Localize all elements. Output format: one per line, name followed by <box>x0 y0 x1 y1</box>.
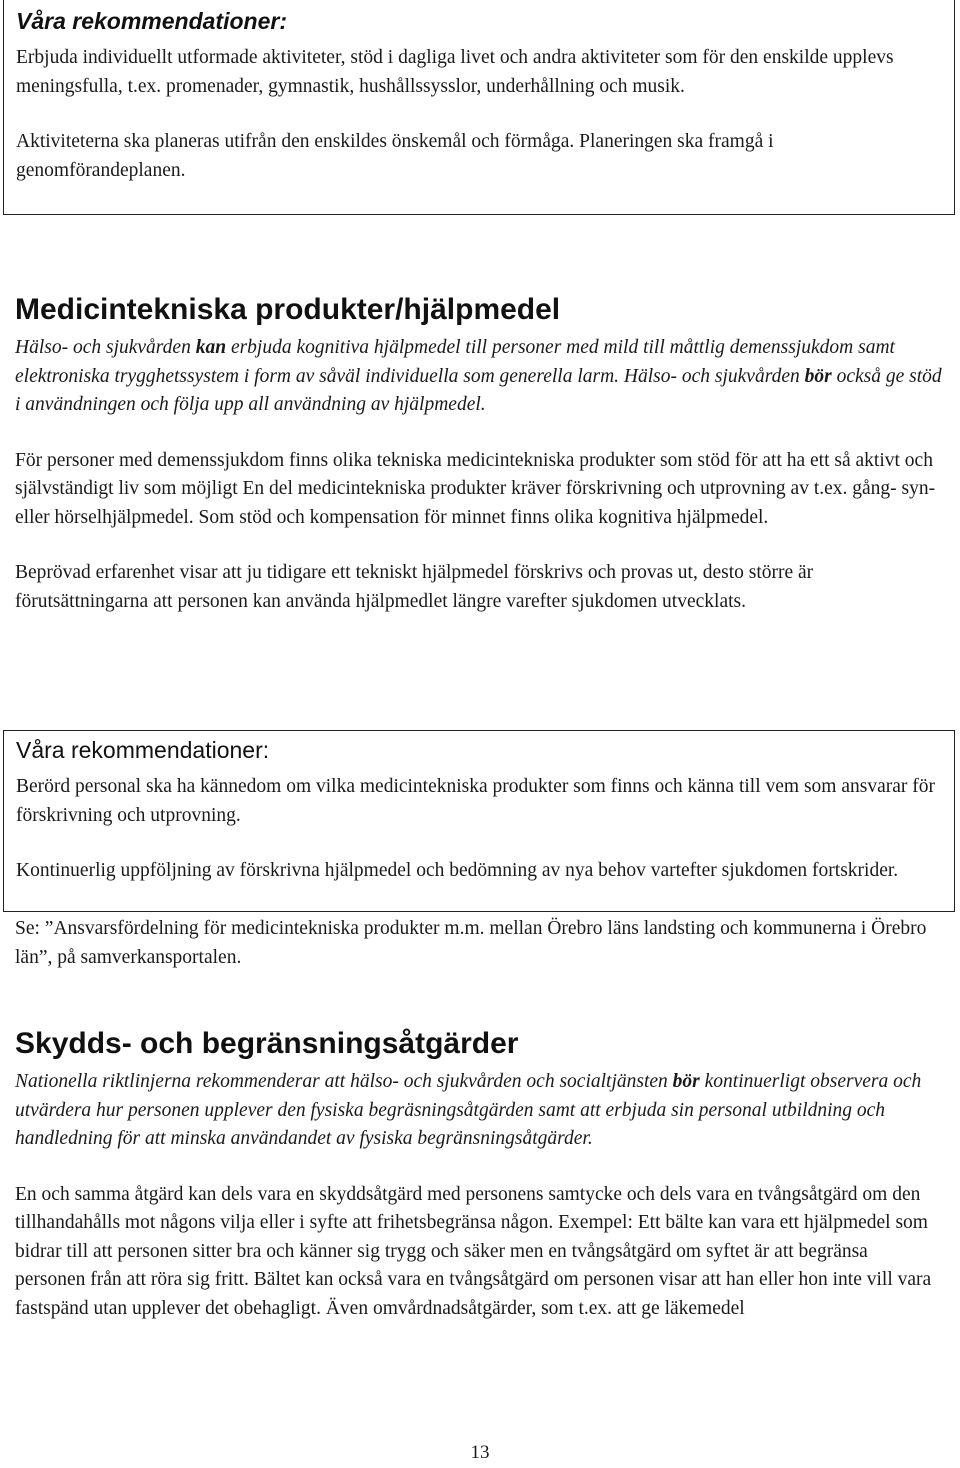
recommendation-paragraph: Berörd personal ska ha kännedom om vilka medicintekniska produkter som finns och känna till vem som ansvarar för förskrivning och utprovning. <box>16 776 935 826</box>
section-skyddsatgarder <box>15 1026 942 1323</box>
section-intro: Nationella riktlinjerna rekommenderar att hälso- och sjukvården och socialtjänsten bör kontinuerligt observera och utvärdera hur personen upplever den fysiska begräsningsåtgärden samt att erbjuda sin personal utbildning och handledning för att minska användandet av fysiska begränsningsåtgärder. <box>15 1071 922 1149</box>
section-intro: Hälso- och sjukvården kan erbjuda kognitiva hjälpmedel till personer med mild till måttlig demenssjukdom samt elektroniska trygghetssystem i form av såväl individuella som generella larm. Hälso- och sjukvården bör också ge stöd i användningen och följa upp all användning av hjälpmedel. <box>15 337 942 415</box>
reference-text <box>15 915 942 972</box>
reference-paragraph: Se: ”Ansvarsfördelning för medicintekniska produkter m.m. mellan Örebro läns landsting och kommunerna i Örebro län”, på samverkansportalen. <box>15 918 927 968</box>
recommendation-paragraph: Aktiviteterna ska planeras utifrån den enskildes önskemål och förmåga. Planeringen ska framgå i genomförandeplanen. <box>16 131 774 181</box>
recommendation-heading: Våra rekommendationer: <box>16 737 270 763</box>
body-paragraph: Beprövad erfarenhet visar att ju tidigare ett tekniskt hjälpmedel förskrivs och provas ut, desto större är förutsättningarna att personen kan använda hjälpmedlet längre varefter sjukdomen utvecklats. <box>15 562 814 612</box>
recommendation-heading: Våra rekommendationer: <box>16 8 287 34</box>
section-heading: Medicintekniska produkter/hjälpmedel <box>15 293 561 326</box>
body-paragraph: En och samma åtgärd kan dels vara en skyddsåtgärd med personens samtycke och dels vara en tvångsåtgärd om den tillhandahålls mot någons vilja eller i syfte att frihetsbegränsa någon. Exempel: Ett bälte kan vara ett hjälpmedel som bidrar till att personen sitter bra och känner sig trygg och säker men en tvångsåtgärd om syftet är att begränsa personen från att röra sig fritt. Bältet kan också vara en tvångsåtgärd om personen visar att han eller hon inte vill vara fastspänd utan upplever det obehagligt. Även omvårdnadsåtgärder, som t.ex. att ge läkemedel <box>15 1183 932 1319</box>
recommendation-paragraph: Kontinuerlig uppföljning av förskrivna hjälpmedel och bedömning av nya behov vartefter sjukdomen fortskrider. <box>16 860 899 881</box>
page-number: 13 <box>470 1442 490 1463</box>
body-paragraph: För personer med demenssjukdom finns olika tekniska medicintekniska produkter som stöd för att ha ett så aktivt och självständigt liv som möjligt En del medicintekniska produkter kräver förskrivning och utprovning av t.ex. gång- syn- eller hörselhjälpmedel. Som stöd och kompensation för minnet finns olika kognitiva hjälpmedel. <box>15 449 936 528</box>
recommendation-box-top <box>3 0 955 215</box>
section-medicintekniska <box>15 292 942 616</box>
recommendation-box-middle <box>3 730 955 912</box>
recommendation-paragraph: Erbjuda individuellt utformade aktiviteter, stöd i dagliga livet och andra aktiviteter som för den enskilde upplevs meningsfulla, t.ex. promenader, gymnastik, hushållssysslor, underhållning och musik. <box>16 47 894 97</box>
section-heading: Skydds- och begränsningsåtgärder <box>15 1027 519 1060</box>
